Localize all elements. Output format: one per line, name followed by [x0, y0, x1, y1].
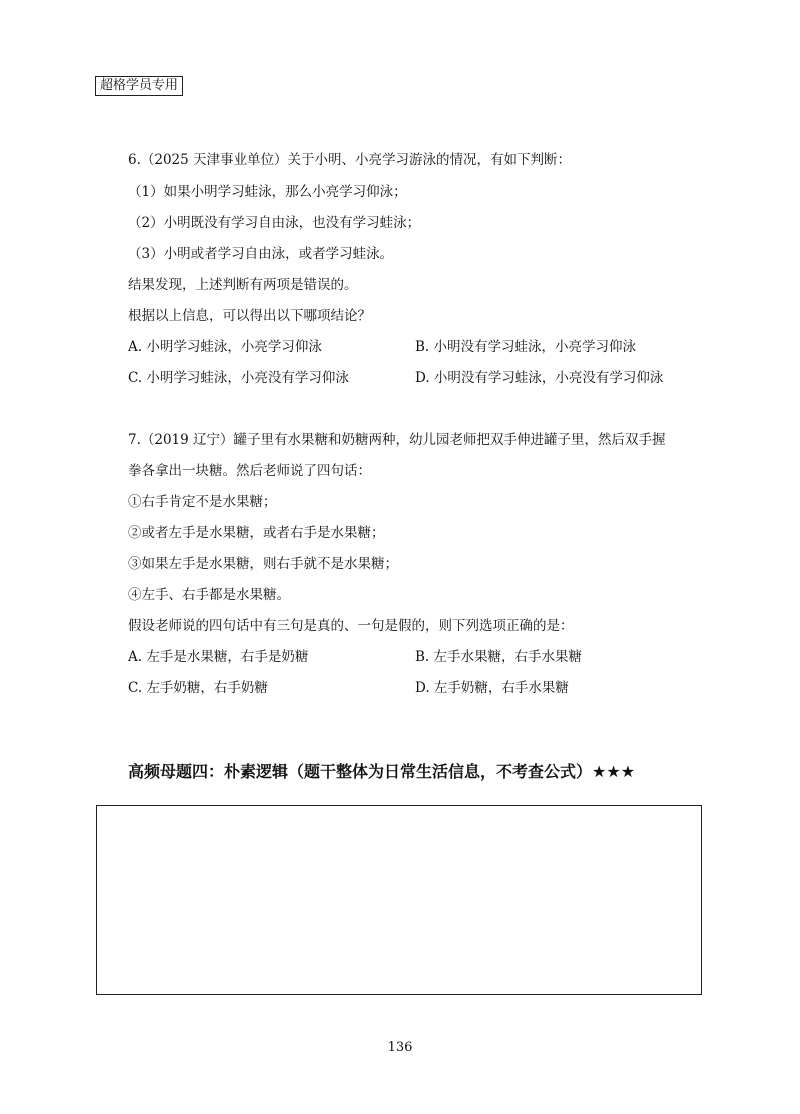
q7-statement-2: ②或者左手是水果糖，或者右手是水果糖； — [128, 525, 385, 541]
q7-option-d: D. 左手奶糖，右手水果糖 — [415, 680, 569, 696]
section-heading: 高频母题四：朴素逻辑（题干整体为日常生活信息，不考查公式）★★★ — [128, 762, 636, 781]
q7-option-c: C. 左手奶糖，右手奶糖 — [128, 680, 268, 696]
q7-stem-line-1: 7.（2019 辽宁）罐子里有水果糖和奶糖两种，幼儿园老师把双手伸进罐子里，然后双手握 — [128, 432, 666, 448]
q6-statement-1: （1）如果小明学习蛙泳，那么小亮学习仰泳； — [128, 184, 407, 200]
q6-question: 根据以上信息，可以得出以下哪项结论？ — [128, 308, 371, 324]
q6-statement-2: （2）小明既没有学习自由泳，也没有学习蛙泳； — [128, 215, 421, 231]
q7-stem-line-2: 拳各拿出一块糖。然后老师说了四句话： — [128, 463, 371, 479]
q7-question: 假设老师说的四句话中有三句是真的、一句是假的，则下列选项正确的是： — [128, 618, 574, 634]
q7-statement-4: ④左手、右手都是水果糖。 — [128, 587, 290, 603]
q6-option-a: A. 小明学习蛙泳，小亮学习仰泳 — [128, 339, 322, 355]
q6-stem: 6.（2025 天津事业单位）关于小明、小亮学习游泳的情况，有如下判断： — [128, 152, 572, 168]
header-tag: 超格学员专用 — [95, 76, 183, 96]
q7-statement-1: ①右手肯定不是水果糖； — [128, 494, 277, 510]
q7-option-a: A. 左手是水果糖，右手是奶糖 — [128, 649, 309, 665]
q6-option-c: C. 小明学习蛙泳，小亮没有学习仰泳 — [128, 370, 349, 386]
q6-option-b: B. 小明没有学习蛙泳，小亮学习仰泳 — [415, 339, 637, 355]
q6-option-d: D. 小明没有学习蛙泳，小亮没有学习仰泳 — [415, 370, 664, 386]
page-number: 136 — [387, 1040, 413, 1055]
q6-note: 结果发现，上述判断有两项是错误的。 — [128, 277, 358, 293]
q6-statement-3: （3）小明或者学习自由泳，或者学习蛙泳。 — [128, 246, 394, 262]
notes-box — [96, 805, 702, 995]
q7-statement-3: ③如果左手是水果糖，则右手就不是水果糖； — [128, 556, 398, 572]
q7-option-b: B. 左手水果糖，右手水果糖 — [415, 649, 583, 665]
